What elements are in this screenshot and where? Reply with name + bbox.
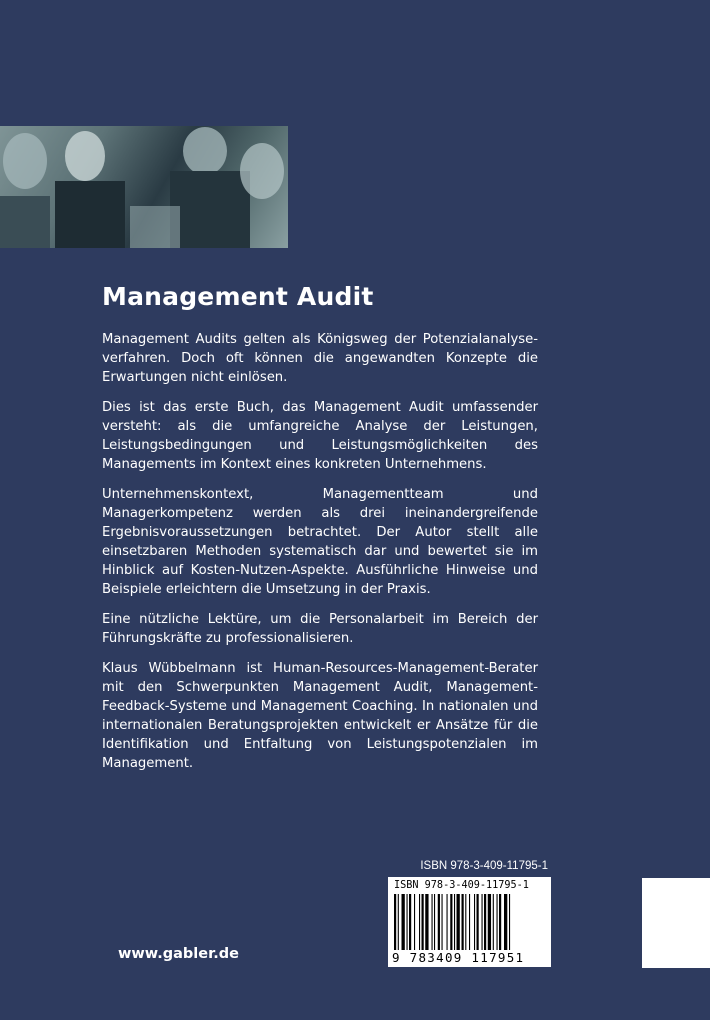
- barcode-bar: [398, 894, 399, 956]
- barcode-bar: [504, 894, 507, 956]
- blurb-paragraph-4: Eine nützliche Lektüre, um die Personalarbeit im Bereich der Führungskräfte zu professionalisieren.: [102, 612, 538, 646]
- barcode-bar: [447, 894, 448, 956]
- price-box: [642, 878, 710, 968]
- author-bio: Klaus Wübbelmann ist Human-Resources-Management-Berater mit den Schwerpunkten Management Audit, Management-Feedback-Systeme und Management Coaching. In nationalen und internationalen Beratungsprojekten entwickelt er Ansätze für die Identifikation und Entfaltung von Leistungspotenzialen im Management.: [102, 661, 538, 771]
- barcode-bar: [482, 894, 483, 956]
- blurb-paragraph-3: Unternehmenskontext, Managementteam und Managerkompetenz werden als drei ineinandergreifende Ergebnisvoraussetzungen betrachtet. Der Autor stellt alle einsetzbaren Methoden systematisch dar und bewertet sie im Hinblick auf Kosten-Nutzen-Aspekte. Ausführliche Hinweise und Beispiele erleichtern die Umsetzung in der Praxis.: [102, 487, 538, 597]
- barcode-bar: [407, 894, 408, 956]
- barcode-bars: [392, 894, 547, 956]
- barcode-bar: [419, 894, 420, 956]
- barcode-bar: [450, 894, 452, 956]
- barcode-bar: [425, 894, 428, 956]
- barcode-bar: [454, 894, 455, 956]
- blurb-paragraph-2: Dies ist das erste Buch, das Management Audit umfassender versteht: als die umfangreiche Analyse der Leistungen, Leistungsbedingungen und Leistungsmöglichkeiten des Managements im Kontext eines konkreten Unternehmens.: [102, 400, 538, 472]
- barcode-bar: [477, 894, 479, 956]
- barcode-bar: [497, 894, 498, 956]
- barcode-bar: [432, 894, 433, 956]
- barcode-bar: [438, 894, 440, 956]
- barcode-bar: [422, 894, 424, 956]
- barcode-bar: [402, 894, 405, 956]
- blurb: [102, 330, 538, 784]
- barcode-bar: [484, 894, 486, 956]
- publisher-website: www.gabler.de: [118, 946, 239, 962]
- blurb-paragraph-1: Management Audits gelten als Königsweg der Potenzialanalyse-verfahren. Doch oft können die angewandten Konzepte die Erwartungen nicht einlösen.: [102, 332, 538, 385]
- barcode-bar: [509, 894, 510, 956]
- book-title: Management Audit: [102, 282, 374, 311]
- barcode-bar: [465, 894, 466, 956]
- cover-photo: [0, 126, 288, 248]
- barcode-bar: [462, 894, 464, 956]
- barcode-bar: [499, 894, 501, 956]
- barcode-bar: [414, 894, 415, 956]
- barcode-bar: [442, 894, 443, 956]
- barcode-bar: [493, 894, 494, 956]
- barcode-bar: [469, 894, 470, 956]
- barcode-bar: [457, 894, 460, 956]
- isbn-label: ISBN 978-3-409-11795-1: [420, 860, 548, 872]
- barcode: [388, 877, 551, 967]
- barcode-bar: [409, 894, 411, 956]
- barcode-bar: [394, 894, 396, 956]
- barcode-bar: [488, 894, 491, 956]
- barcode-bar: [434, 894, 435, 956]
- barcode-isbn-text: ISBN 978-3-409-11795-1: [394, 880, 529, 891]
- barcode-number: 9 783409 117951: [392, 950, 548, 965]
- barcode-bar: [474, 894, 475, 956]
